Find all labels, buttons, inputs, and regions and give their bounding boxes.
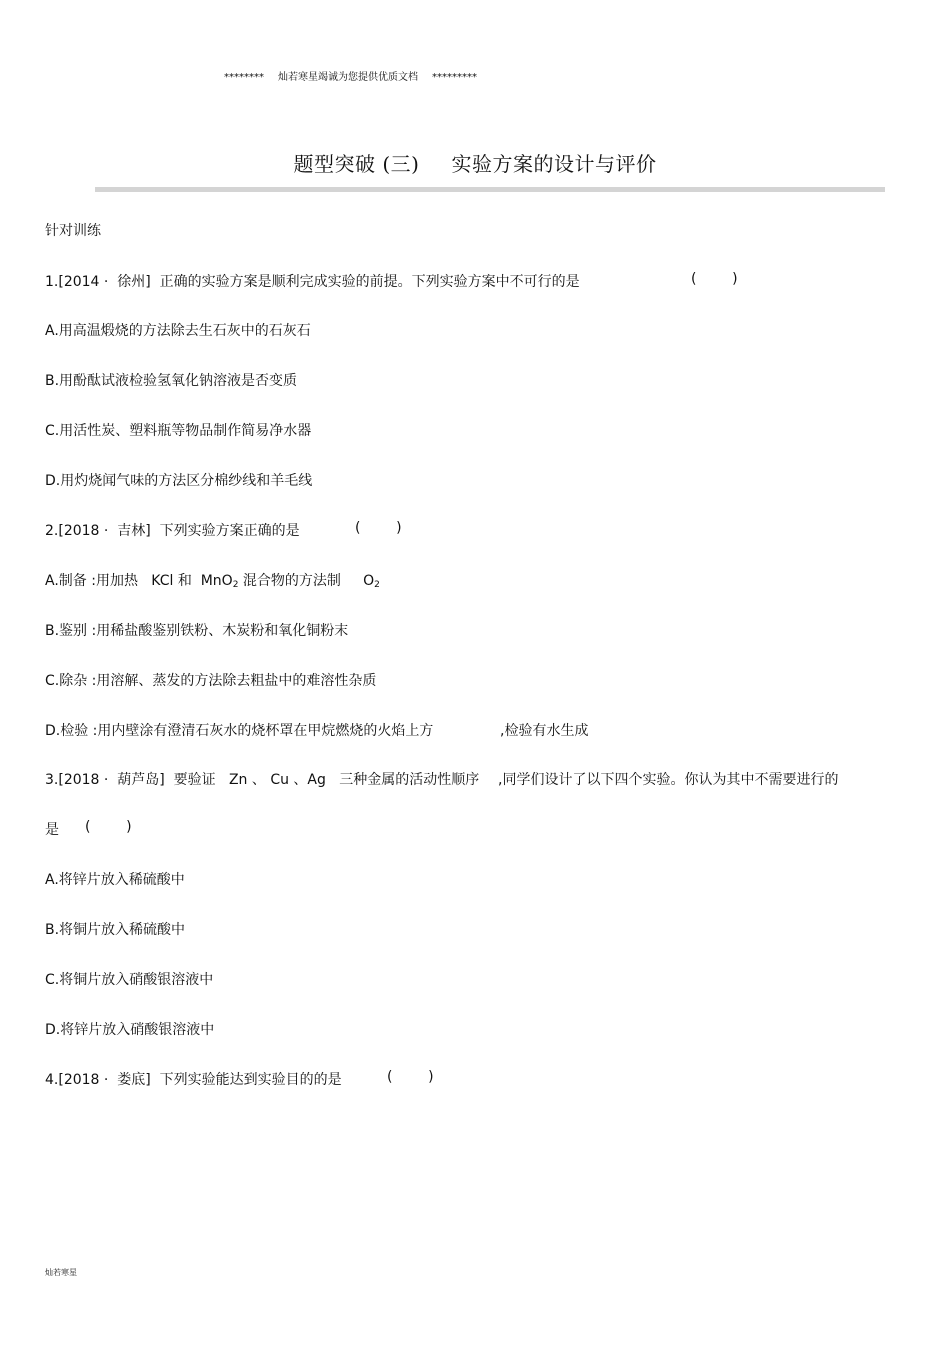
question-1-option-a: A.用高温煅烧的方法除去生石灰中的石灰石 [45, 323, 311, 339]
header-stars-left: ******** [224, 72, 264, 83]
question-3-option-c: C.将铜片放入硝酸银溶液中 [45, 972, 214, 988]
question-3-option-a: A.将锌片放入稀硫酸中 [45, 872, 185, 888]
question-2-stem [45, 520, 402, 540]
question-1-option-d: D.用灼烧闻气味的方法区分棉纱线和羊毛线 [45, 473, 313, 489]
question-3-stem-line2 [45, 819, 132, 839]
question-3-option-b: B.将铜片放入稀硫酸中 [45, 922, 186, 938]
question-2-option-a-sub2: 2 [374, 580, 380, 590]
question-4-text: 4.[2018 · 娄底] 下列实验能达到实验目的的是 [45, 1072, 342, 1088]
question-2-option-a-text: A.制备 :用加热 KCl 和 MnO [45, 573, 233, 589]
question-2-option-d-tail: ,检验有水生成 [500, 723, 589, 739]
question-1-stem [45, 271, 738, 291]
question-3-answer-paren: ( ) [85, 819, 132, 835]
question-2-option-a-sub: 2 [232, 580, 239, 590]
question-2-option-a [45, 570, 380, 590]
question-3-stem [45, 769, 839, 789]
title-divider [95, 187, 885, 192]
question-2-option-d-text: D.检验 :用内壁涂有澄清石灰水的烧杯罩在甲烷燃烧的火焰上方 [45, 723, 434, 739]
question-3-option-d: D.将锌片放入硝酸银溶液中 [45, 1022, 215, 1038]
page-footer: 灿若寒星 [45, 1268, 77, 1277]
question-1-option-b: B.用酚酞试液检验氢氧化钠溶液是否变质 [45, 373, 298, 389]
question-2-option-b: B.鉴别 :用稀盐酸鉴别铁粉、木炭粉和氧化铜粉末 [45, 623, 349, 639]
question-3-text: 3.[2018 · 葫芦岛] 要验证 Zn 、 Cu 、Ag 三种金属的活动性顺序 [45, 772, 480, 788]
question-2-text: 2.[2018 · 吉林] 下列实验方案正确的是 [45, 523, 300, 539]
question-4-answer-paren: ( ) [387, 1069, 434, 1085]
title-part1: 题型突破 (三) [293, 152, 420, 176]
question-1-text: 1.[2014 · 徐州] 正确的实验方案是顺利完成实验的前提。下列实验方案中不可行的是 [45, 274, 580, 290]
header-text: 灿若寒星竭诚为您提供优质文档 [278, 72, 418, 83]
question-2-option-c: C.除杂 :用溶解、蒸发的方法除去粗盐中的难溶性杂质 [45, 673, 377, 689]
question-1-answer-paren: ( ) [691, 271, 738, 287]
header-stars-right: ********* [432, 72, 477, 83]
question-2-answer-paren: ( ) [355, 520, 402, 536]
question-1-option-c: C.用活性炭、塑料瓶等物品制作简易净水器 [45, 423, 312, 439]
title-part2: 实验方案的设计与评价 [451, 152, 657, 176]
page-header [224, 68, 491, 83]
question-2-option-a-tail: 混合物的方法制 O [238, 573, 375, 589]
question-2-option-d [45, 720, 589, 740]
question-3-stem-tail: ,同学们设计了以下四个实验。你认为其中不需要进行的 [498, 772, 839, 788]
question-3-stem-line2-text: 是 [45, 822, 59, 838]
document-title [0, 148, 950, 177]
question-4-stem [45, 1069, 434, 1089]
section-label: 针对训练 [45, 223, 101, 239]
